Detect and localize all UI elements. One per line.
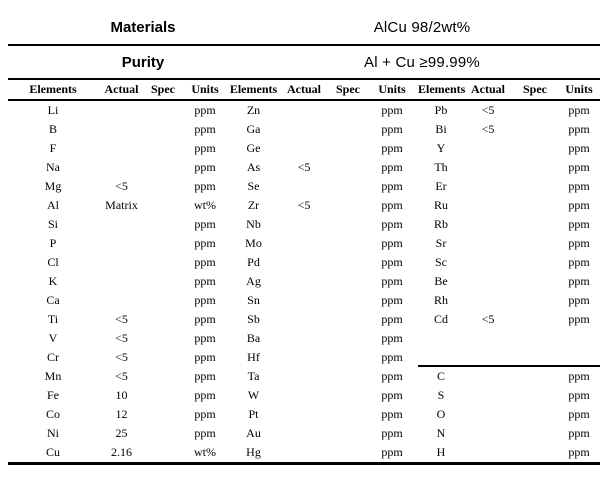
spec-cell bbox=[330, 177, 366, 196]
actual-cell bbox=[278, 367, 330, 386]
units-cell: ppm bbox=[194, 369, 216, 383]
actual-cell bbox=[98, 234, 145, 253]
element-cell: Pb bbox=[434, 103, 448, 117]
spec-cell bbox=[145, 139, 181, 158]
element-cell: Mg bbox=[44, 179, 62, 193]
units-cell: ppm bbox=[568, 236, 590, 250]
spec-cell bbox=[145, 272, 181, 291]
element-cell: Ga bbox=[246, 122, 261, 136]
units-cell: ppm bbox=[568, 141, 590, 155]
spec-cell bbox=[145, 158, 181, 177]
element-cell: Y bbox=[436, 141, 446, 155]
spec-cell bbox=[512, 253, 558, 272]
units-cell: ppm bbox=[568, 445, 590, 459]
units-cell: ppm bbox=[568, 274, 590, 288]
element-cell: Se bbox=[247, 179, 260, 193]
spec-cell bbox=[512, 139, 558, 158]
element-cell: Mn bbox=[44, 369, 62, 383]
materials-row bbox=[8, 10, 600, 46]
spec-cell bbox=[512, 234, 558, 253]
element-cell: Ru bbox=[433, 198, 448, 212]
units-cell: ppm bbox=[381, 293, 403, 307]
actual-cell bbox=[464, 272, 512, 291]
actual-cell bbox=[98, 253, 145, 272]
units-cell: ppm bbox=[568, 198, 590, 212]
element-cell: Ba bbox=[246, 331, 261, 345]
element-cell: Sr bbox=[435, 236, 447, 250]
units-cell: ppm bbox=[194, 274, 216, 288]
element-cell: Si bbox=[47, 217, 58, 231]
units-cell: ppm bbox=[381, 369, 403, 383]
units-cell: ppm bbox=[194, 350, 216, 364]
units-cell: ppm bbox=[381, 350, 403, 364]
units-cell: ppm bbox=[568, 312, 590, 326]
element-cell: Hg bbox=[246, 445, 261, 459]
element-cell: Be bbox=[434, 274, 448, 288]
element-cell: As bbox=[246, 160, 261, 174]
spec-cell bbox=[330, 120, 366, 139]
spec-cell bbox=[330, 234, 366, 253]
element-cell: Ta bbox=[247, 369, 260, 383]
units-cell: wt% bbox=[194, 198, 216, 212]
actual-cell bbox=[98, 272, 145, 291]
element-cell: Nb bbox=[246, 217, 261, 231]
actual-cell bbox=[278, 443, 330, 462]
actual-cell bbox=[278, 234, 330, 253]
units-cell: ppm bbox=[381, 160, 403, 174]
actual-cell bbox=[464, 424, 512, 443]
element-cell: Cu bbox=[45, 445, 60, 459]
element-cell: P bbox=[49, 236, 57, 250]
actual-cell: <5 bbox=[481, 122, 495, 136]
actual-cell bbox=[464, 291, 512, 310]
element-cell: Zr bbox=[247, 198, 260, 212]
element-cell: Ti bbox=[47, 312, 59, 326]
spec-cell bbox=[330, 443, 366, 462]
spec-cell bbox=[330, 101, 366, 120]
actual-cell bbox=[278, 424, 330, 443]
element-cell: Na bbox=[46, 160, 60, 174]
units-cell: ppm bbox=[194, 122, 216, 136]
spec-cell bbox=[330, 367, 366, 386]
actual-cell bbox=[464, 443, 512, 462]
spec-cell bbox=[145, 443, 181, 462]
element-cell: Ag bbox=[246, 274, 261, 288]
spec-cell bbox=[512, 424, 558, 443]
table-body bbox=[8, 101, 600, 462]
units-cell: wt% bbox=[194, 445, 216, 459]
actual-cell: <5 bbox=[297, 198, 311, 212]
table-header bbox=[8, 80, 600, 101]
column-header: Actual bbox=[104, 82, 139, 96]
spec-cell bbox=[145, 234, 181, 253]
units-cell: ppm bbox=[381, 179, 403, 193]
materials-value: AlCu 98/2wt% bbox=[373, 18, 471, 36]
units-cell: ppm bbox=[568, 179, 590, 193]
element-cell: H bbox=[436, 445, 446, 459]
spec-cell bbox=[330, 386, 366, 405]
actual-cell bbox=[464, 158, 512, 177]
column-header: Spec bbox=[336, 82, 360, 96]
column-header: Elements bbox=[229, 82, 278, 96]
spec-cell bbox=[145, 177, 181, 196]
actual-cell: <5 bbox=[115, 350, 128, 364]
actual-cell bbox=[278, 291, 330, 310]
element-cell: Al bbox=[47, 198, 59, 212]
units-cell: ppm bbox=[381, 312, 403, 326]
actual-cell bbox=[98, 291, 145, 310]
purity-value: Al + Cu ≥99.99% bbox=[364, 53, 480, 71]
units-cell: ppm bbox=[194, 331, 216, 345]
element-cell: K bbox=[48, 274, 58, 288]
element-cell: Pt bbox=[248, 407, 259, 421]
spec-cell bbox=[330, 310, 366, 329]
element-cell: B bbox=[48, 122, 57, 136]
actual-cell bbox=[464, 177, 512, 196]
spec-cell bbox=[512, 291, 558, 310]
purity-label: Purity bbox=[121, 53, 165, 71]
element-cell: C bbox=[436, 369, 445, 383]
spec-cell bbox=[145, 291, 181, 310]
element-cell: Er bbox=[435, 179, 447, 193]
element-cell: Rh bbox=[433, 293, 448, 307]
spec-cell bbox=[145, 424, 181, 443]
element-cell: Hf bbox=[247, 350, 260, 364]
element-cell: Sc bbox=[435, 255, 447, 269]
actual-cell bbox=[464, 329, 512, 348]
element-cell: Rb bbox=[433, 217, 448, 231]
units-cell: ppm bbox=[194, 217, 216, 231]
element-cell: Li bbox=[47, 103, 59, 117]
element-cell: Bi bbox=[435, 122, 447, 136]
units-cell: ppm bbox=[568, 426, 590, 440]
purity-row bbox=[8, 46, 600, 80]
units-cell: ppm bbox=[194, 426, 216, 440]
actual-cell: <5 bbox=[481, 103, 495, 117]
element-cell: Ca bbox=[46, 293, 60, 307]
element-cell: Cl bbox=[47, 255, 59, 269]
spec-cell bbox=[145, 253, 181, 272]
spec-cell bbox=[512, 443, 558, 462]
spec-cell bbox=[512, 272, 558, 291]
actual-cell: 2.16 bbox=[111, 445, 132, 459]
actual-cell bbox=[278, 329, 330, 348]
units-cell: ppm bbox=[568, 255, 590, 269]
actual-cell bbox=[98, 101, 145, 120]
element-cell: Ge bbox=[246, 141, 261, 155]
units-cell: ppm bbox=[381, 407, 403, 421]
spec-cell bbox=[512, 101, 558, 120]
element-cell: Sb bbox=[247, 312, 260, 326]
spec-cell bbox=[145, 310, 181, 329]
units-cell bbox=[558, 329, 600, 348]
column-header: Elements bbox=[29, 82, 77, 96]
actual-cell bbox=[98, 158, 145, 177]
element-cell: F bbox=[49, 141, 57, 155]
units-cell: ppm bbox=[568, 407, 590, 421]
units-cell: ppm bbox=[568, 293, 590, 307]
spec-cell bbox=[330, 424, 366, 443]
spec-cell bbox=[145, 348, 181, 367]
section-divider bbox=[418, 365, 600, 367]
element-cell: Zn bbox=[246, 103, 261, 117]
actual-cell bbox=[278, 101, 330, 120]
element-cell: Fe bbox=[47, 388, 59, 402]
spec-cell bbox=[145, 386, 181, 405]
actual-cell bbox=[278, 405, 330, 424]
element-cell: O bbox=[436, 407, 446, 421]
actual-cell bbox=[464, 405, 512, 424]
spec-cell bbox=[512, 120, 558, 139]
actual-cell bbox=[278, 386, 330, 405]
element-cell: Au bbox=[246, 426, 261, 440]
units-cell: ppm bbox=[194, 236, 216, 250]
units-cell: ppm bbox=[381, 445, 403, 459]
spec-cell bbox=[512, 329, 558, 348]
spec-cell bbox=[330, 348, 366, 367]
actual-cell bbox=[464, 367, 512, 386]
actual-cell: 12 bbox=[115, 407, 128, 421]
units-cell: ppm bbox=[194, 179, 216, 193]
spec-cell bbox=[145, 101, 181, 120]
actual-cell: <5 bbox=[297, 160, 311, 174]
spec-cell bbox=[145, 196, 181, 215]
spec-cell bbox=[145, 405, 181, 424]
element-cell: Mo bbox=[245, 236, 262, 250]
actual-cell bbox=[278, 310, 330, 329]
spec-cell bbox=[330, 253, 366, 272]
element-cell: Cr bbox=[47, 350, 59, 364]
actual-cell: Matrix bbox=[105, 198, 138, 212]
element-cell: V bbox=[48, 331, 58, 345]
materials-label: Materials bbox=[110, 18, 176, 36]
spec-cell bbox=[330, 291, 366, 310]
spec-cell bbox=[330, 196, 366, 215]
spec-cell bbox=[512, 310, 558, 329]
actual-cell bbox=[98, 139, 145, 158]
column-header: Units bbox=[565, 82, 593, 96]
actual-cell bbox=[464, 196, 512, 215]
element-cell bbox=[418, 329, 464, 348]
actual-cell bbox=[278, 253, 330, 272]
units-cell: ppm bbox=[381, 198, 403, 212]
spec-cell bbox=[512, 196, 558, 215]
actual-cell bbox=[278, 272, 330, 291]
spec-cell bbox=[145, 215, 181, 234]
units-cell: ppm bbox=[194, 141, 216, 155]
actual-cell bbox=[278, 348, 330, 367]
element-cell: S bbox=[437, 388, 445, 402]
element-cell: W bbox=[247, 388, 260, 402]
column-header: Spec bbox=[523, 82, 547, 96]
spec-cell bbox=[512, 158, 558, 177]
units-cell: ppm bbox=[568, 369, 590, 383]
actual-cell bbox=[278, 177, 330, 196]
units-cell: ppm bbox=[568, 217, 590, 231]
spec-cell bbox=[330, 158, 366, 177]
element-cell: N bbox=[436, 426, 446, 440]
spec-cell bbox=[330, 405, 366, 424]
actual-cell: <5 bbox=[115, 369, 128, 383]
units-cell: ppm bbox=[194, 103, 216, 117]
units-cell: ppm bbox=[381, 274, 403, 288]
actual-cell bbox=[464, 253, 512, 272]
element-cell: Cd bbox=[433, 312, 448, 326]
spec-cell bbox=[145, 329, 181, 348]
actual-cell bbox=[278, 215, 330, 234]
actual-cell bbox=[464, 234, 512, 253]
column-header: Units bbox=[378, 82, 406, 96]
units-cell: ppm bbox=[568, 388, 590, 402]
actual-cell: 10 bbox=[115, 388, 128, 402]
units-cell: ppm bbox=[568, 103, 590, 117]
column-header: Actual bbox=[287, 82, 321, 96]
spec-cell bbox=[330, 215, 366, 234]
units-cell: ppm bbox=[381, 331, 403, 345]
actual-cell: <5 bbox=[481, 312, 495, 326]
spec-cell bbox=[512, 405, 558, 424]
units-cell: ppm bbox=[381, 103, 403, 117]
units-cell: ppm bbox=[568, 160, 590, 174]
actual-cell bbox=[464, 215, 512, 234]
spec-cell bbox=[512, 386, 558, 405]
column-header: Elements bbox=[418, 82, 466, 96]
spec-cell bbox=[512, 367, 558, 386]
units-cell: ppm bbox=[381, 122, 403, 136]
units-cell: ppm bbox=[194, 255, 216, 269]
spec-cell bbox=[512, 215, 558, 234]
units-cell: ppm bbox=[568, 122, 590, 136]
actual-cell bbox=[464, 386, 512, 405]
spec-cell bbox=[330, 329, 366, 348]
units-cell: ppm bbox=[194, 407, 216, 421]
element-cell: Ni bbox=[47, 426, 59, 440]
units-cell: ppm bbox=[381, 388, 403, 402]
units-cell: ppm bbox=[194, 293, 216, 307]
element-cell: Sn bbox=[247, 293, 260, 307]
element-cell: Th bbox=[434, 160, 448, 174]
column-header: Spec bbox=[151, 82, 175, 96]
spec-cell bbox=[145, 120, 181, 139]
actual-cell: <5 bbox=[115, 179, 128, 193]
units-cell: ppm bbox=[381, 217, 403, 231]
actual-cell bbox=[278, 120, 330, 139]
units-cell: ppm bbox=[381, 426, 403, 440]
actual-cell bbox=[98, 120, 145, 139]
spec-cell bbox=[330, 272, 366, 291]
element-cell: Pd bbox=[247, 255, 260, 269]
units-cell: ppm bbox=[381, 255, 403, 269]
spec-cell bbox=[145, 367, 181, 386]
element-cell: Co bbox=[45, 407, 60, 421]
spec-cell bbox=[512, 177, 558, 196]
bottom-rule bbox=[8, 462, 600, 465]
column-header: Units bbox=[191, 82, 219, 96]
actual-cell bbox=[464, 139, 512, 158]
actual-cell: <5 bbox=[115, 312, 128, 326]
units-cell: ppm bbox=[381, 141, 403, 155]
units-cell: ppm bbox=[194, 160, 216, 174]
actual-cell: <5 bbox=[115, 331, 128, 345]
units-cell: ppm bbox=[381, 236, 403, 250]
actual-cell: 25 bbox=[115, 426, 128, 440]
units-cell: ppm bbox=[194, 312, 216, 326]
column-header: Actual bbox=[471, 82, 505, 96]
actual-cell bbox=[98, 215, 145, 234]
actual-cell bbox=[278, 139, 330, 158]
units-cell: ppm bbox=[194, 388, 216, 402]
spec-cell bbox=[330, 139, 366, 158]
